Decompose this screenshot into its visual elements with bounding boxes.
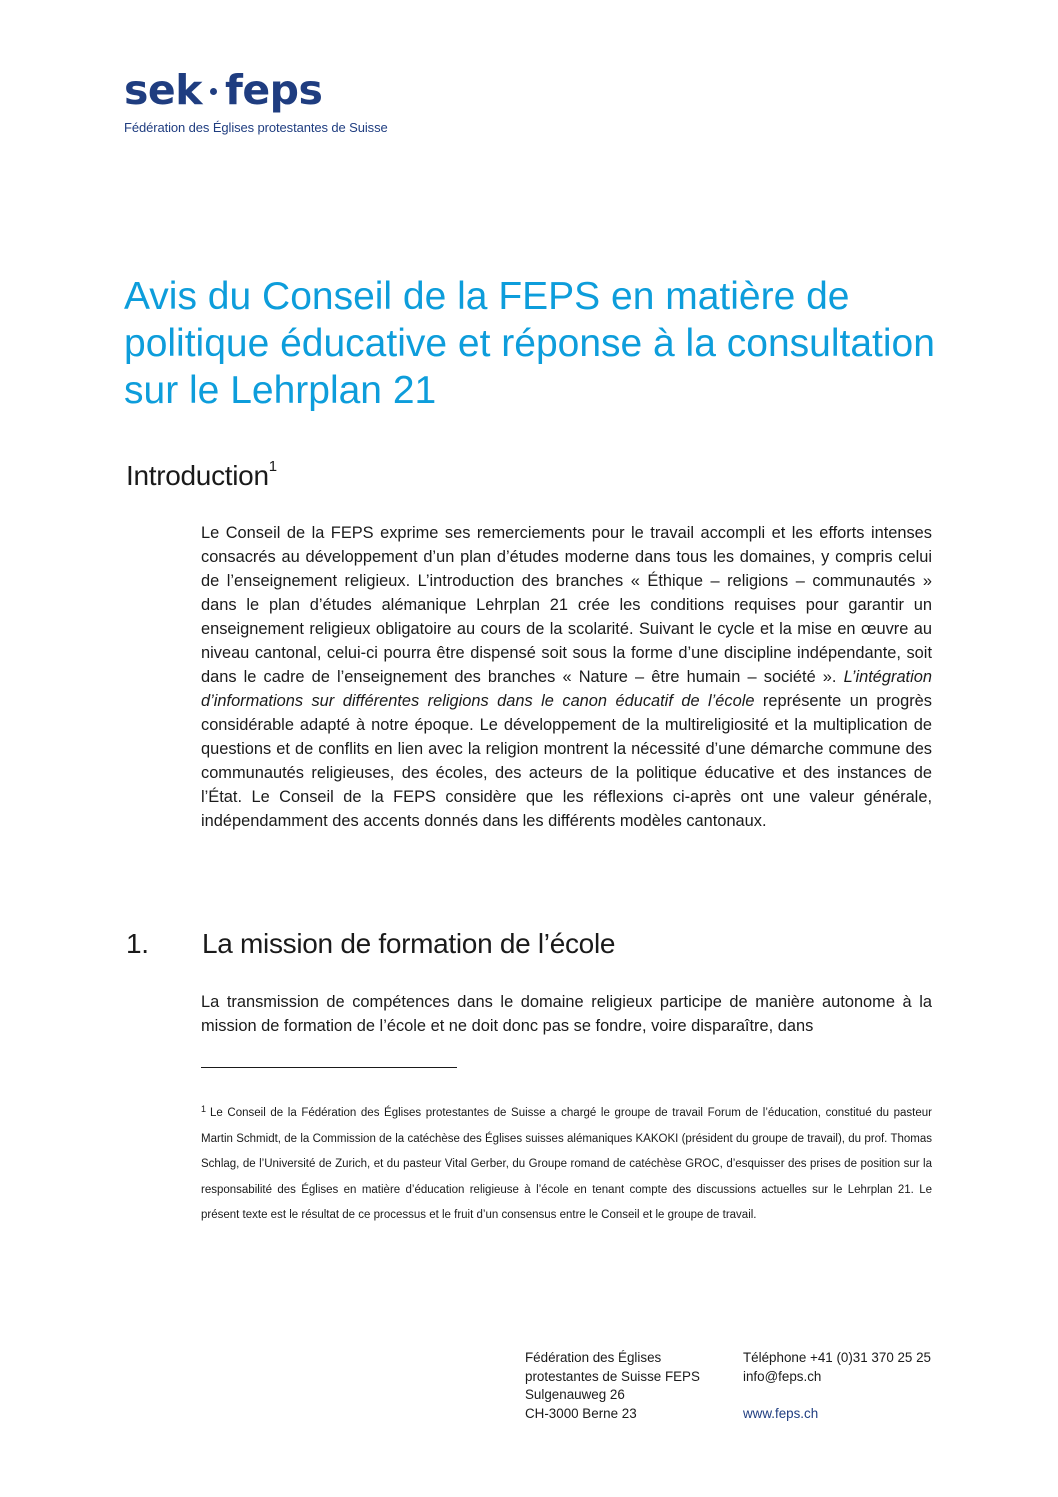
footer-contact <box>743 1349 931 1423</box>
spacer <box>743 1386 931 1405</box>
section-1-number: 1. <box>126 928 149 959</box>
footnote-divider <box>201 1067 457 1068</box>
intro-paragraph <box>201 521 932 833</box>
intro-text-italic: L’intégration d’informations sur différentes religions dans le canon éducatif de l’école <box>201 668 932 710</box>
intro-text-part2: représente un progrès considérable adapté à notre époque. Le développement de la multireligiosité et la multiplication de questions et de conflits en lien avec la religion montrent la nécessité d’une démarche commune des communautés religieuses, des écoles, des acteurs de la politique éducative et des instances de l’État. Le Conseil de la FEPS considère que les réflexions ci-après ont une valeur générale, indépendamment des accents donnés dans les différents modèles cantonaux. <box>201 692 932 830</box>
footnote-text: Le Conseil de la Fédération des Églises protestantes de Suisse a chargé le groupe de travail Forum de l’éducation, constitué du pasteur Martin Schmidt, de la Commission de la catéchèse des Églises suisses alémaniques KAKOKI (président du groupe de travail), du prof. Thomas Schlag, de l’Université de Zurich, et du pasteur Vital Gerber, du Groupe romand de catéchèse GROC, d’esquisser des prises de position sur la responsabilité des Églises en matière d’éducation religieuse à l’école en tenant compte des discussions actuelles sur le Lehrplan 21. Le présent texte est le résultat de ce processus et le fruit d’un consensus entre le Conseil et le groupe de travail. <box>201 1107 932 1221</box>
website-link[interactable]: www.feps.ch <box>743 1405 819 1421</box>
document-title: Avis du Conseil de la FEPS en matière de politique éducative et réponse à la consultation sur le Lehrplan 21 <box>124 275 935 412</box>
logo-subtitle: Fédération des Églises protestantes de Suisse <box>124 120 388 135</box>
intro-text-part1: Le Conseil de la FEPS exprime ses remerciements pour le travail accompli et les efforts intenses consacrés au développement d’un plan d’études moderne dans tous les domaines, y compris celui de l’enseignement religieux. L’introduction des branches « Éthique – religions – communautés » dans le plan d’études alémanique Lehrplan 21 crée les conditions requises pour garantir un enseignement religieux obligatoire au cours de la scolarité. Suivant le cycle et la mise en œuvre au niveau cantonal, celui-ci pourra être dispensé soit sous la forme d’une discipline indépendante, soit dans le cadre de l’enseignement des branches « Nature – être humain – société ». <box>201 524 932 686</box>
phone-number: Téléphone +41 (0)31 370 25 25 <box>743 1350 931 1365</box>
email-link[interactable]: info@feps.ch <box>743 1368 822 1384</box>
logo-wordmark <box>124 66 388 114</box>
logo-dot-icon <box>210 88 217 95</box>
intro-heading-text: Introduction <box>126 460 269 491</box>
address-line: Fédération des Églises <box>525 1350 662 1365</box>
section-1-paragraph: La transmission de compétences dans le domaine religieux participe de manière autonome à la mission de formation de l’école et ne doit donc pas se fondre, voire disparaître, dans <box>201 993 932 1035</box>
footnote-reference[interactable]: 1 <box>268 458 277 475</box>
intro-heading <box>126 458 277 492</box>
address-line: protestantes de Suisse FEPS <box>525 1368 700 1384</box>
logo-wordmark-left: sek <box>124 66 202 114</box>
footer-address <box>525 1349 700 1423</box>
address-line: Sulgenauweg 26 <box>525 1387 625 1402</box>
section-1-title: La mission de formation de l’école <box>202 928 616 959</box>
footnote-number: 1 <box>201 1104 207 1114</box>
logo <box>124 66 388 135</box>
address-line: CH-3000 Berne 23 <box>525 1405 637 1421</box>
logo-wordmark-right: feps <box>224 66 323 114</box>
section-1-heading <box>126 928 615 960</box>
footnote <box>201 1097 932 1229</box>
